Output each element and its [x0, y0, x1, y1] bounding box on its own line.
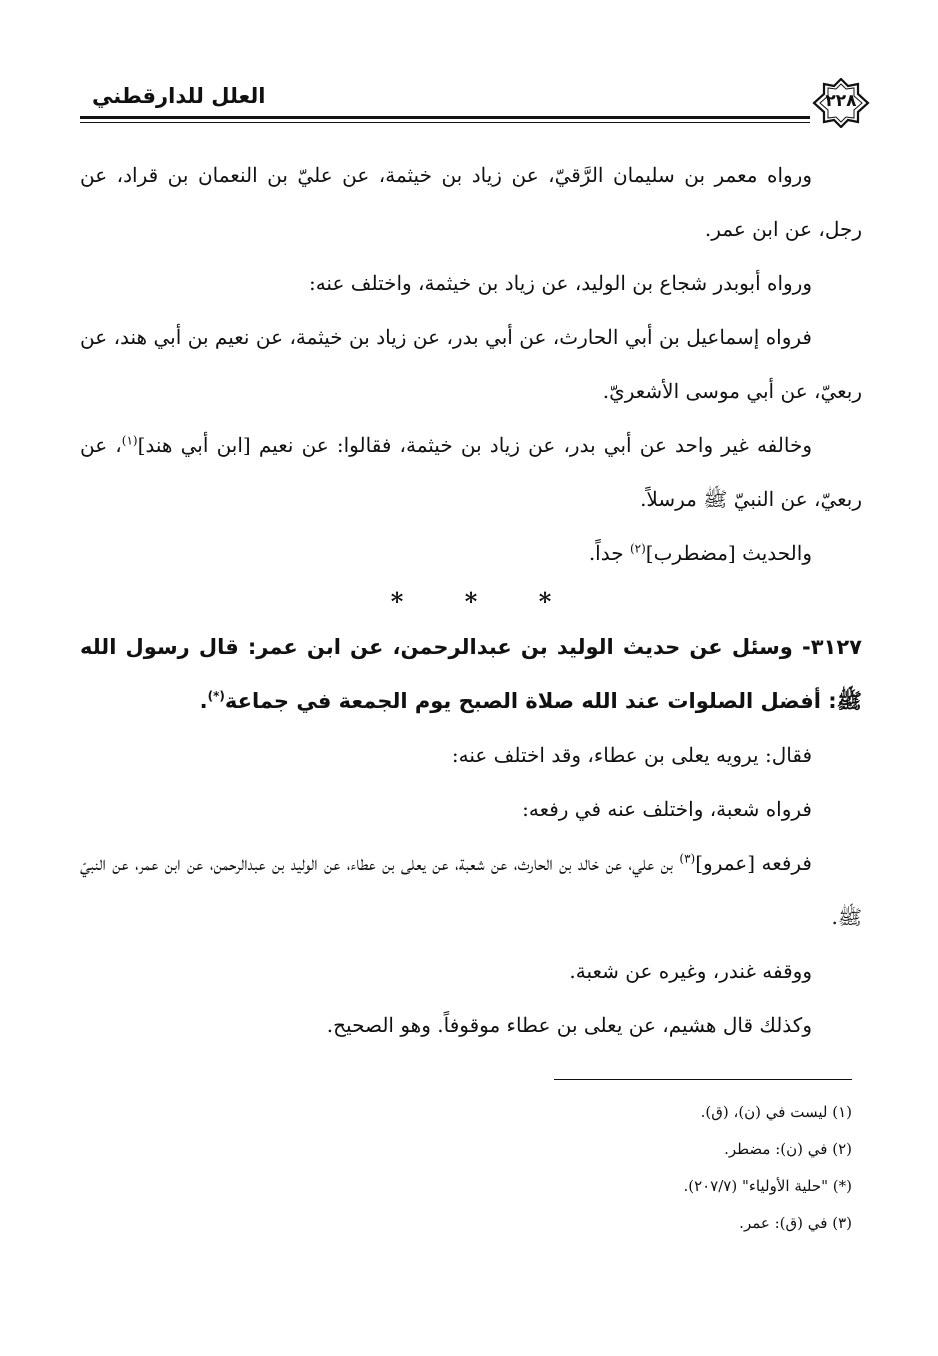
main-text — [80, 148, 862, 1052]
paragraph-7: فرواه شعبة، واختلف عنه في رفعه: — [522, 797, 812, 821]
paragraph-10: وكذلك قال هشيم، عن يعلى بن عطاء موقوفاً. وهو الصحيح. — [326, 1013, 812, 1037]
footnote-ref-1: (١) — [121, 433, 138, 448]
header-rule-thick — [80, 116, 810, 119]
separator-star-3: * — [538, 587, 552, 616]
page-number: ٢٢٨ — [825, 91, 857, 111]
paragraph-5-text-a: والحديث [مضطرب] — [645, 541, 812, 565]
running-title: العلل للدارقطني — [92, 84, 266, 108]
paragraph-5 — [80, 526, 862, 580]
paragraph-8-text-a: فرفعه [عمرو] — [695, 851, 812, 875]
footnote-star: (*) "حلية الأولياء" (٢٠٧/٧). — [683, 1177, 852, 1195]
paragraph-8-text-b: بن علي، عن خالد بن الحارث، عن شعبة، عن يعلى بن عطاء، عن الوليد بن عبدالرحمن، عن ابن عمر، عن النبيّ ﷺ. — [80, 851, 862, 929]
footnote-1: (١) ليست في (ن)، (ق). — [700, 1103, 852, 1121]
question-heading — [80, 620, 862, 728]
paragraph-4-text-b: ، عن ربعيّ، عن النبيّ ﷺ مرسلاً. — [80, 433, 862, 511]
footnote-ref-3: (٣) — [679, 851, 696, 866]
paragraph-6: فقال: يرويه يعلى بن عطاء، وقد اختلف عنه: — [451, 743, 812, 767]
footnote-ref-star: (*) — [207, 689, 225, 703]
footnotes — [500, 1094, 852, 1242]
page-number-badge — [812, 78, 870, 128]
paragraph-4-text-a: وخالفه غير واحد عن أبي بدر، عن زياد بن خيثمة، فقالوا: عن نعيم [ابن أبي هند] — [137, 433, 812, 457]
footnote-separator — [554, 1079, 852, 1080]
question-heading-text: ٣١٢٧- وسئل عن حديث الوليد بن عبدالرحمن، عن ابن عمر: قال رسول الله ﷺ: أفضل الصلوات عند الله صلاة الصبح يوم الجمعة في جماعة — [80, 635, 862, 713]
section-separator — [80, 580, 862, 620]
paragraph-9: ووقفه غندر، وغيره عن شعبة. — [569, 959, 812, 983]
paragraph-4 — [80, 418, 862, 526]
paragraph-1: ورواه معمر بن سليمان الرَّقيّ، عن زياد بن خيثمة، عن عليّ بن النعمان بن قراد، عن رجل، عن ابن عمر. — [80, 163, 862, 241]
paragraph-8 — [80, 836, 862, 944]
footnote-2: (٢) في (ن): مضطر. — [724, 1140, 852, 1158]
question-heading-end: . — [199, 689, 208, 713]
footnote-ref-2: (٢) — [629, 541, 646, 556]
separator-star-2: * — [464, 587, 478, 616]
header-rule-thin — [80, 122, 810, 123]
paragraph-2: ورواه أبوبدر شجاع بن الوليد، عن زياد بن خيثمة، واختلف عنه: — [308, 271, 812, 295]
paragraph-3: فرواه إسماعيل بن أبي الحارث، عن أبي بدر، عن زياد بن خيثمة، عن نعيم بن أبي هند، عن ربعيّ، عن أبي موسى الأشعريّ. — [80, 325, 862, 403]
paragraph-5-text-b: جداً. — [588, 541, 630, 565]
page-header — [80, 80, 870, 130]
separator-star-1: * — [390, 587, 404, 616]
footnote-3: (٣) في (ق): عمر. — [739, 1214, 852, 1232]
